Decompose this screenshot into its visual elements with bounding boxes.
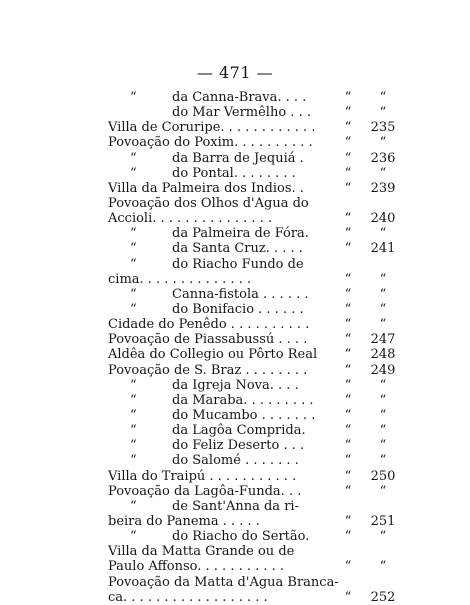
entry-text: Accioli. . . . . . . . . . . . . . . xyxy=(108,211,273,227)
list-item xyxy=(0,151,470,166)
entry-text: beira do Panema . . . . . xyxy=(108,513,260,529)
page-reference: 239 xyxy=(370,180,396,196)
page-number: — 471 — xyxy=(196,63,274,82)
list-item xyxy=(0,393,470,408)
column-1-value: “ xyxy=(344,347,352,363)
list-item xyxy=(0,196,470,211)
list-item xyxy=(0,559,470,574)
column-1-value: “ xyxy=(344,589,352,605)
entry-text: cima. . . . . . . . . . . . . . xyxy=(108,271,252,287)
list-item xyxy=(0,135,470,150)
column-1-value: “ xyxy=(344,271,352,287)
column-1-value: “ xyxy=(344,392,352,408)
page-reference: “ xyxy=(379,483,387,499)
column-1-value: “ xyxy=(344,317,352,333)
page-reference: “ xyxy=(379,90,387,105)
list-item xyxy=(0,287,470,302)
column-1-value: “ xyxy=(344,377,352,393)
page-reference: “ xyxy=(379,105,387,121)
list-item xyxy=(0,529,470,544)
entry-text: Povoação de S. Braz . . . . . . . . xyxy=(108,362,308,378)
list-item xyxy=(0,590,470,605)
entry-text: de Sant'Anna da ri- xyxy=(172,498,299,514)
page-reference: “ xyxy=(379,559,387,575)
page-reference: “ xyxy=(379,438,387,454)
list-item xyxy=(0,332,470,347)
entry-text: Povoação da Lagôa-Funda. . . xyxy=(108,483,302,499)
column-1-value: “ xyxy=(344,529,352,545)
list-item xyxy=(0,499,470,514)
entry-text: da Maraba. . . . . . . . . xyxy=(172,392,314,408)
column-1-value: “ xyxy=(344,226,352,242)
page-reference: “ xyxy=(379,226,387,242)
ditto-mark: “ xyxy=(130,256,137,272)
column-1-value: “ xyxy=(344,438,352,454)
entry-text: Povoação do Poxim. . . . . . . . . . xyxy=(108,135,313,151)
list-item xyxy=(0,317,470,332)
list-item xyxy=(0,120,470,135)
place-list xyxy=(0,90,470,605)
entry-text: da Canna-Brava. . . . xyxy=(172,90,307,105)
entry-text: Cidade do Penêdo . . . . . . . . . . xyxy=(108,317,310,333)
page-reference: “ xyxy=(379,301,387,317)
ditto-mark: “ xyxy=(130,498,137,514)
list-item xyxy=(0,378,470,393)
column-1-value: “ xyxy=(344,362,352,378)
page-reference: 241 xyxy=(370,241,396,257)
column-1-value: “ xyxy=(344,286,352,302)
entry-text: da Santa Cruz. . . . . xyxy=(172,241,303,257)
entry-text: Villa da Palmeira dos Indios. . xyxy=(108,180,304,196)
column-1-value: “ xyxy=(344,180,352,196)
list-item xyxy=(0,484,470,499)
column-1-value: “ xyxy=(344,559,352,575)
page-reference: “ xyxy=(379,135,387,151)
page-reference: 248 xyxy=(370,347,396,363)
page-reference: “ xyxy=(379,317,387,333)
page-reference: 247 xyxy=(370,332,396,348)
entry-text: ca. . . . . . . . . . . . . . . . . . xyxy=(108,589,268,605)
column-1-value: “ xyxy=(344,301,352,317)
list-item xyxy=(0,575,470,590)
list-item xyxy=(0,90,470,105)
ditto-mark: “ xyxy=(130,241,137,257)
list-item xyxy=(0,438,470,453)
list-item xyxy=(0,453,470,468)
entry-text: Povoação de Piassabussú . . . . xyxy=(108,332,308,348)
ditto-mark: “ xyxy=(130,226,137,242)
ditto-mark: “ xyxy=(130,150,137,166)
page-reference: 250 xyxy=(370,468,396,484)
entry-text: da Igreja Nova. . . . xyxy=(172,377,299,393)
ditto-mark: “ xyxy=(130,453,137,469)
column-1-value: “ xyxy=(344,483,352,499)
page-reference: 235 xyxy=(370,120,396,136)
ditto-mark: “ xyxy=(130,286,137,302)
ditto-mark: “ xyxy=(130,90,137,105)
entry-text: do Riacho Fundo de xyxy=(172,256,304,272)
column-1-value: “ xyxy=(344,423,352,439)
list-item xyxy=(0,408,470,423)
page-reference: “ xyxy=(379,286,387,302)
column-1-value: “ xyxy=(344,211,352,227)
entry-text: da Lagôa Comprida. xyxy=(172,423,306,439)
entry-text: Villa de Coruripe. . . . . . . . . . . . xyxy=(108,120,316,136)
page-reference: “ xyxy=(379,271,387,287)
entry-text: do Riacho do Sertão. xyxy=(172,529,310,545)
ditto-mark: “ xyxy=(130,301,137,317)
column-1-value: “ xyxy=(344,105,352,121)
ditto-mark: “ xyxy=(130,377,137,393)
column-1-value: “ xyxy=(344,241,352,257)
entry-text: Villa da Matta Grande ou de xyxy=(108,544,295,560)
list-item xyxy=(0,226,470,241)
column-1-value: “ xyxy=(344,135,352,151)
entry-text: do Pontal. . . . . . . . xyxy=(172,165,296,181)
list-item xyxy=(0,211,470,226)
page-reference: “ xyxy=(379,453,387,469)
page-reference: “ xyxy=(379,165,387,181)
ditto-mark: “ xyxy=(130,423,137,439)
list-item xyxy=(0,181,470,196)
list-item xyxy=(0,302,470,317)
column-1-value: “ xyxy=(344,90,352,105)
list-item xyxy=(0,105,470,120)
entry-text: do Bonifacio . . . . . . xyxy=(172,301,304,317)
ditto-mark: “ xyxy=(130,529,137,545)
column-1-value: “ xyxy=(344,120,352,136)
page-reference: 251 xyxy=(370,513,396,529)
list-item xyxy=(0,423,470,438)
column-1-value: “ xyxy=(344,453,352,469)
entry-text: Aldêa do Collegio ou Pôrto Real xyxy=(108,347,318,363)
entry-text: do Salomé . . . . . . . xyxy=(172,453,299,469)
page-reference: “ xyxy=(379,529,387,545)
list-item xyxy=(0,363,470,378)
ditto-mark: “ xyxy=(130,165,137,181)
entry-text: Povoação da Matta d'Agua Branca- xyxy=(108,574,339,590)
list-item xyxy=(0,272,470,287)
page-reference: “ xyxy=(379,423,387,439)
entry-text: do Feliz Deserto . . . xyxy=(172,438,305,454)
list-item xyxy=(0,514,470,529)
column-1-value: “ xyxy=(344,468,352,484)
column-1-value: “ xyxy=(344,150,352,166)
column-1-value: “ xyxy=(344,332,352,348)
column-1-value: “ xyxy=(344,165,352,181)
entry-text: Canna-fistola . . . . . . xyxy=(172,286,309,302)
entry-text: Villa do Traipú . . . . . . . . . . . xyxy=(108,468,297,484)
entry-text: do Mar Vermêlho . . . xyxy=(172,105,311,121)
entry-text: do Mucambo . . . . . . . xyxy=(172,407,316,423)
column-1-value: “ xyxy=(344,407,352,423)
page-reference: 249 xyxy=(370,362,396,378)
page-reference: 240 xyxy=(370,211,396,227)
list-item xyxy=(0,241,470,256)
ditto-mark: “ xyxy=(130,407,137,423)
page-reference: “ xyxy=(379,407,387,423)
page-reference: 252 xyxy=(370,589,396,605)
list-item xyxy=(0,257,470,272)
entry-text: da Barra de Jequiá . xyxy=(172,150,304,166)
page-reference: “ xyxy=(379,392,387,408)
list-item xyxy=(0,469,470,484)
entry-text: da Palmeira de Fóra. xyxy=(172,226,309,242)
page-reference: 236 xyxy=(370,150,396,166)
ditto-mark: “ xyxy=(130,392,137,408)
ditto-mark: “ xyxy=(130,438,137,454)
column-1-value: “ xyxy=(344,513,352,529)
list-item xyxy=(0,544,470,559)
page-reference: “ xyxy=(379,377,387,393)
list-item xyxy=(0,166,470,181)
entry-text: Paulo Affonso. . . . . . . . . . . xyxy=(108,559,285,575)
entry-text: Povoação dos Olhos d'Agua do xyxy=(108,195,309,211)
list-item xyxy=(0,347,470,362)
